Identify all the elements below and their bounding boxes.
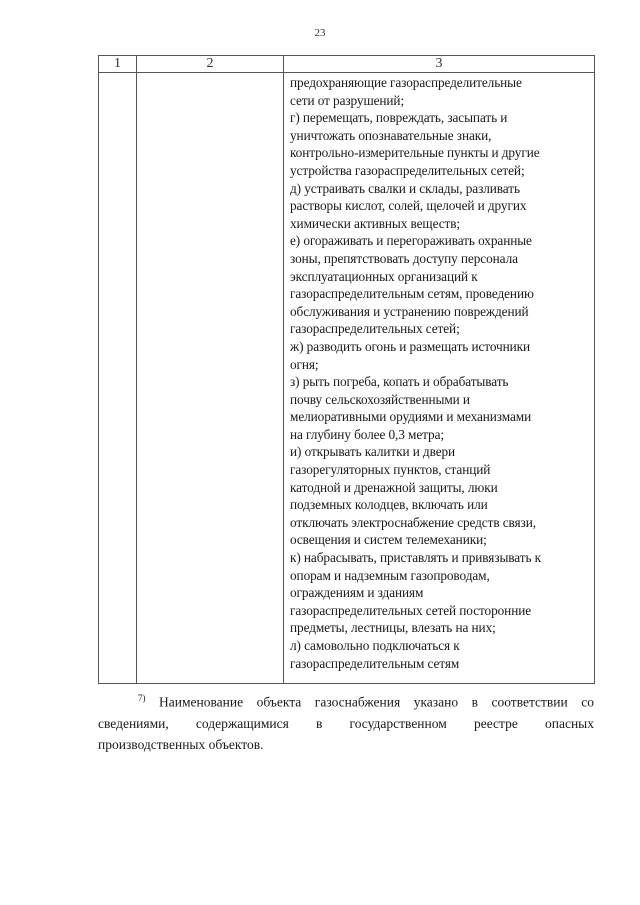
text-line: огня; xyxy=(290,356,319,372)
footnote-text-1: Наименование объекта газоснабжения указано в соответствии со xyxy=(159,694,594,710)
text-line: отключать электроснабжение средств связи, xyxy=(290,514,536,530)
text-line: растворы кислот, солей, щелочей и других xyxy=(290,198,527,214)
text-line: газорегуляторных пунктов, станций xyxy=(290,462,491,478)
footnote xyxy=(98,688,594,755)
text-line: газораспределительным сетям, проведению xyxy=(290,286,534,302)
text-line: эксплуатационных организаций к xyxy=(290,268,478,284)
regulation-table xyxy=(98,55,595,684)
text-line: освещения и систем телемеханики; xyxy=(290,532,487,548)
table-cell-col2 xyxy=(137,73,284,684)
text-line: к) набрасывать, приставлять и привязывать к xyxy=(290,550,542,566)
column-header-2: 2 xyxy=(137,56,284,73)
text-line: предметы, лестницы, влезать на них; xyxy=(290,620,496,636)
footnote-line-2: сведениями, содержащимися в государственном реестре опасных xyxy=(98,715,594,731)
text-line: сети от разрушений; xyxy=(290,92,405,108)
text-line: опорам и надземным газопроводам, xyxy=(290,567,490,583)
text-line: ж) разводить огонь и размещать источники xyxy=(290,338,531,354)
text-line: химически активных веществ; xyxy=(290,215,460,231)
text-line: предохраняющие газораспределительные xyxy=(290,75,522,90)
text-line: катодной и дренажной защиты, люки xyxy=(290,479,498,495)
text-line: подземных колодцев, включать или xyxy=(290,497,488,513)
text-line: уничтожать опознавательные знаки, xyxy=(290,127,492,143)
text-line: почву сельскохозяйственными и xyxy=(290,391,470,407)
text-line: л) самовольно подключаться к xyxy=(290,638,460,653)
text-line: з) рыть погреба, копать и обрабатывать xyxy=(290,374,509,390)
text-line: мелиоративными орудиями и механизмами xyxy=(290,409,532,425)
footnote-line-3: производственных объектов. xyxy=(98,736,264,752)
text-line: г) перемещать, повреждать, засыпать и xyxy=(290,110,508,126)
column-header-1: 1 xyxy=(99,56,137,73)
text-line: е) огораживать и перегораживать охранные xyxy=(290,233,532,249)
text-line: газораспределительным сетям xyxy=(290,655,460,671)
text-line: и) открывать калитки и двери xyxy=(290,444,456,460)
text-line: газораспределительных сетей; xyxy=(290,321,460,337)
page-number: 23 xyxy=(314,27,326,39)
table-cell-col1 xyxy=(99,73,137,684)
text-line: контрольно-измерительные пункты и другие xyxy=(290,145,540,161)
restrictions-text xyxy=(284,73,594,672)
text-line: на глубину более 0,3 метра; xyxy=(290,426,444,442)
table-cell-col3 xyxy=(284,73,595,684)
text-line: зоны, препятствовать доступу персонала xyxy=(290,250,518,266)
text-line: ограждениям и зданиям xyxy=(290,585,424,601)
text-line: газораспределительных сетей посторонние xyxy=(290,602,532,618)
table-header-row xyxy=(99,56,595,73)
footnote-line-1 xyxy=(98,688,594,713)
footnote-marker: 7) xyxy=(138,693,146,703)
text-line: обслуживания и устранению повреждений xyxy=(290,303,529,319)
text-line: д) устраивать свалки и склады, разливать xyxy=(290,180,520,196)
table-row xyxy=(99,73,595,684)
text-line: устройства газораспределительных сетей; xyxy=(290,162,525,178)
column-header-3: 3 xyxy=(284,56,595,73)
